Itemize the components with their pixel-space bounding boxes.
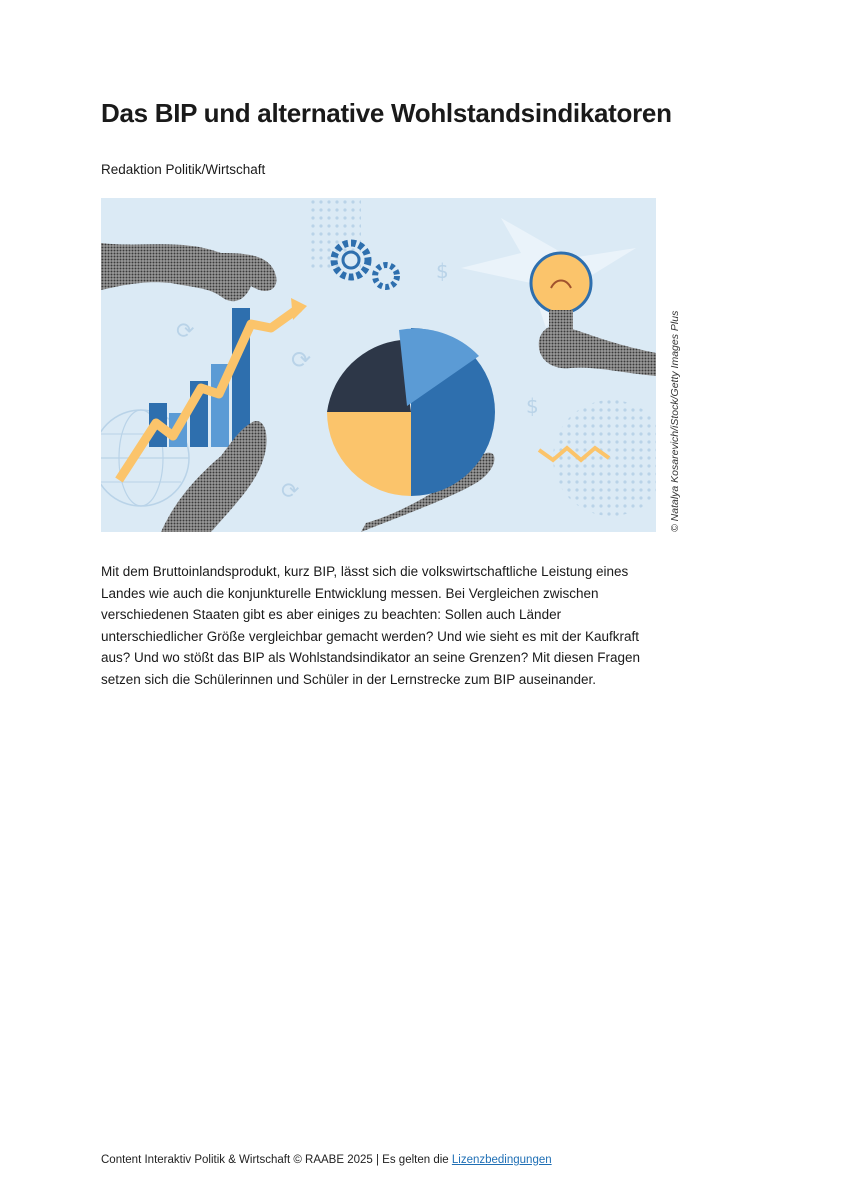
svg-text:⟳: ⟳ (281, 479, 300, 504)
intro-paragraph: Mit dem Bruttoinlandsprodukt, kurz BIP, lässt sich die volkswirtschaftliche Leistung eines Landes wie auch die konjunkturelle Entwicklung messen. Bei Vergleichen zwischen verschiedenen Staaten gibt es aber einiges zu beachten: Sollen auch Länder unterschiedlicher Größe vergleichbar gemacht werden? Und wie sieht es mit der Kaufkraft aus? Und wo stößt das BIP als Wohlstandsindikator an seine Grenzen? Mit diesen Fragen setzen sich die Schülerinnen und Schüler in der Lernstrecke zum BIP auseinander. (101, 564, 641, 687)
svg-text:⟳: ⟳ (291, 346, 312, 374)
bar-chart-illustration (119, 298, 307, 480)
footer-text: Content Interaktiv Politik & Wirtschaft © RAABE 2025 | Es gelten die (101, 1154, 452, 1166)
svg-text:$: $ (436, 259, 449, 283)
pie-chart-illustration (327, 328, 495, 496)
svg-text:$: $ (526, 394, 539, 418)
license-link[interactable]: Lizenzbedingungen (451, 1154, 552, 1166)
page-footer (101, 1152, 552, 1168)
light-bulb-icon (531, 253, 591, 330)
page-title: Das BIP und alternative Wohlstandsindikatoren (101, 98, 672, 128)
author-line: Redaktion Politik/Wirtschaft (101, 162, 266, 177)
svg-text:⟳: ⟳ (176, 319, 195, 344)
image-credit: © Natalya Kosarevich/iStock/Getty Images Plus (669, 310, 681, 532)
hero-image (101, 198, 656, 532)
